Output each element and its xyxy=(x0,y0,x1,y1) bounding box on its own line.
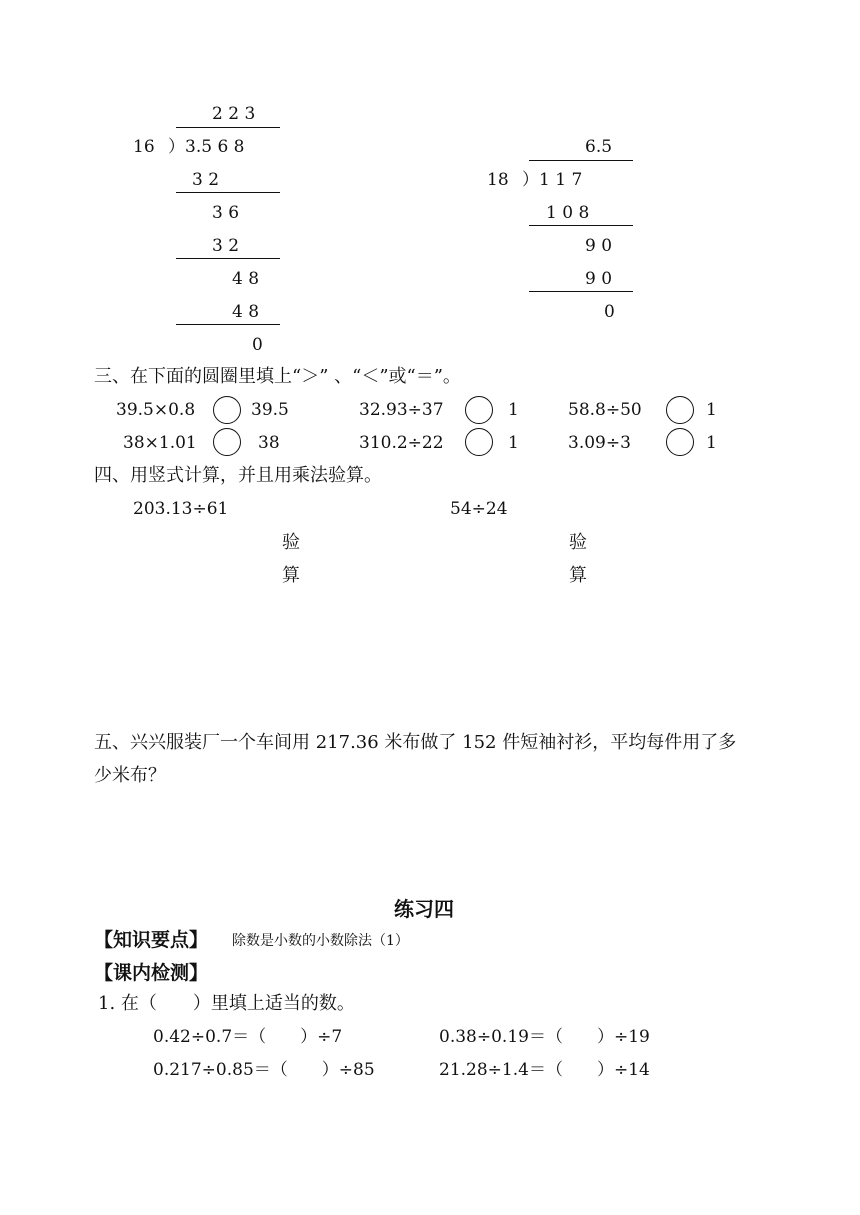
fill-item: 0.217÷0.85＝（ ）÷85 xyxy=(153,1060,375,1080)
division-bar xyxy=(529,160,633,161)
knowledge-label: 【知识要点】 xyxy=(94,929,209,951)
compare-left: 38×1.01 xyxy=(123,433,197,453)
division-bar xyxy=(176,127,280,128)
answer-circle[interactable] xyxy=(666,428,694,456)
step-line xyxy=(176,192,280,193)
compare-left: 32.93÷37 xyxy=(359,400,444,420)
step: 3 6 xyxy=(212,203,240,223)
step-line xyxy=(529,291,633,292)
fill-item: 0.42÷0.7＝（ ）÷7 xyxy=(153,1027,343,1047)
section-5-line-1: 五、兴兴服装厂一个车间用 217.36 米布做了 152 件短袖衬衫，平均每件用了多 xyxy=(94,732,737,753)
section-5-line-2: 少米布？ xyxy=(94,765,166,786)
step: 0 xyxy=(604,302,615,322)
problem: 203.13÷61 xyxy=(133,499,229,519)
compare-right: 1 xyxy=(706,400,717,420)
classroom-label: 【课内检测】 xyxy=(94,962,209,984)
divisor: 16 xyxy=(133,137,155,157)
question-1-title: 1. 在（ ）里填上适当的数。 xyxy=(98,993,355,1014)
step: 4 8 xyxy=(232,269,260,289)
compare-right: 1 xyxy=(508,400,519,420)
answer-circle[interactable] xyxy=(666,396,694,424)
knowledge-text: 除数是小数的小数除法（1） xyxy=(232,933,409,949)
step-line xyxy=(176,258,280,259)
compare-left: 39.5×0.8 xyxy=(116,400,196,420)
step: 3 2 xyxy=(212,236,240,256)
compare-right: 1 xyxy=(508,433,519,453)
compare-right: 38 xyxy=(258,433,280,453)
exercise-title: 练习四 xyxy=(394,897,454,921)
compare-right: 1 xyxy=(706,433,717,453)
compare-left: 3.09÷3 xyxy=(568,433,631,453)
section-4-title: 四、用竖式计算，并且用乘法验算。 xyxy=(94,465,382,486)
compare-left: 310.2÷22 xyxy=(359,433,444,453)
compare-left: 58.8÷50 xyxy=(568,400,642,420)
problem: 54÷24 xyxy=(450,499,508,519)
answer-circle[interactable] xyxy=(465,396,493,424)
step: 3 2 xyxy=(192,170,220,190)
fill-item: 21.28÷1.4＝（ ）÷14 xyxy=(439,1060,650,1080)
answer-circle[interactable] xyxy=(465,428,493,456)
check-label: 算 xyxy=(282,565,300,586)
step: 0 xyxy=(252,335,263,355)
step: 1 0 8 xyxy=(546,203,590,223)
check-label: 验 xyxy=(569,532,587,553)
answer-circle[interactable] xyxy=(213,396,241,424)
step-line xyxy=(529,225,633,226)
fill-item: 0.38÷0.19＝（ ）÷19 xyxy=(439,1027,650,1047)
check-label: 算 xyxy=(569,565,587,586)
dividend: ）3.5 6 8 xyxy=(168,137,245,157)
dividend: ）1 1 7 xyxy=(522,170,583,190)
step: 9 0 xyxy=(585,269,613,289)
answer-circle[interactable] xyxy=(213,428,241,456)
quotient: 2 2 3 xyxy=(212,104,256,124)
check-label: 验 xyxy=(282,532,300,553)
step: 9 0 xyxy=(585,236,613,256)
compare-right: 39.5 xyxy=(251,400,289,420)
divisor: 18 xyxy=(487,170,509,190)
section-3-title: 三、在下面的圆圈里填上“＞” 、“＜”或“＝”。 xyxy=(94,366,461,387)
step: 4 8 xyxy=(232,302,260,322)
step-line xyxy=(176,324,280,325)
quotient: 6.5 xyxy=(585,137,613,157)
